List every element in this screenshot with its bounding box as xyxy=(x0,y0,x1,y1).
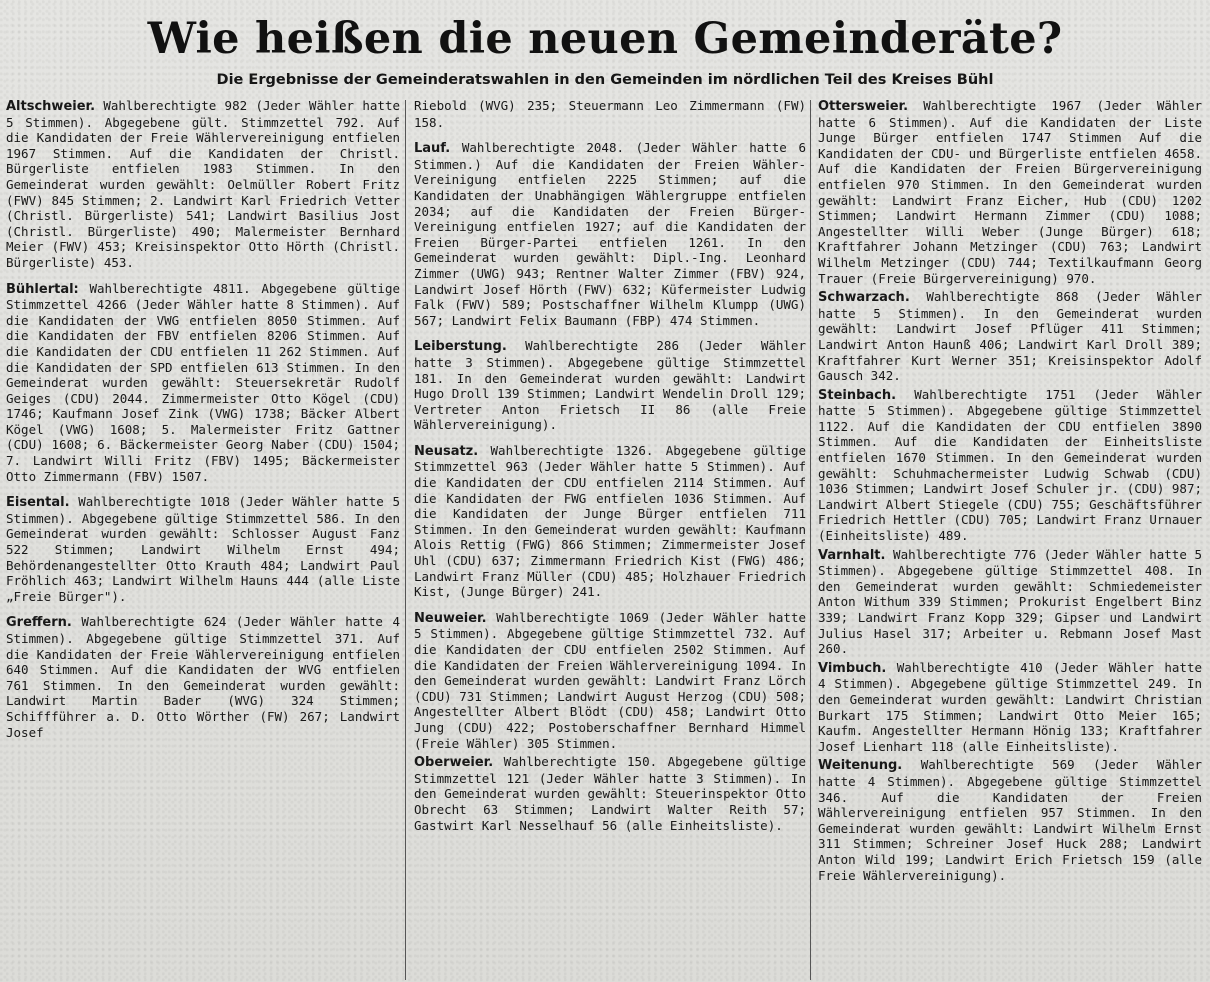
municipality-result-text: Wahlberechtigte 569 (Jeder Wähler hatte 4 Stimmen). Abgegebene gültige Stimmzettel 346. Auf die Kandidaten der Freien Wählervereinigung entfielen 957 Stimmen. In den Gemeinderat wurden gewählt: Landwirt Wilhelm Ernst 311 Stimmen; Schreiner Josef Huck 288; Landwirt Anton Wild 199; Landwirt Erich Frietsch 159 (alle Freie Wählervereinigung). xyxy=(818,757,1202,883)
municipality-entry xyxy=(818,660,1202,755)
municipality-name: Vimbuch. xyxy=(818,660,887,676)
municipality-result-text: Riebold (WVG) 235; Steuermann Leo Zimmermann (FW) 158. xyxy=(414,98,806,130)
municipality-entry xyxy=(6,98,400,271)
municipality-result-text: Wahlberechtigte 982 (Jeder Wähler hatte 5 Stimmen). Abgegebene gült. Stimmzettel 792. Auf die Kandidaten der Freie Wählervereinigung entfielen 1967 Stimmen. Auf die Kandidaten der Christl. Bürgerliste entfielen 1983 Stimmen. In den Gemeinderat wurden gewählt: Oelmüller Robert Fritz (FWV) 845 Stimmen; 2. Landwirt Karl Friedrich Vetter (Christl. Bürgerliste) 541; Landwirt Basilius Jost (Christl. Bürgerliste) 490; Malermeister Bernhard Meier (FWV) 453; Kreisinspektor Otto Hörth (Christl. Bürgerliste) 453. xyxy=(6,98,401,270)
municipality-entry xyxy=(6,494,400,604)
municipality-name: Neusatz. xyxy=(414,443,479,459)
municipality-name: Steinbach. xyxy=(818,387,897,403)
municipality-entry xyxy=(818,289,1202,384)
municipality-name: Leiberstung. xyxy=(414,339,507,355)
municipality-result-text: Wahlberechtigte 286 (Jeder Wähler hatte 3 Stimmen). Abgegebene gültige Stimmzettel 181. In den Gemeinderat wurden gewählt: Landwirt Hugo Droll 139 Stimmen; Landwirt Wendelin Droll 129; Vertreter Anton Frietsch II 86 (alle Freie Wählervereinigung). xyxy=(414,338,806,433)
municipality-entry xyxy=(818,98,1202,286)
municipality-result-text: Wahlberechtigte 1018 (Jeder Wähler hatte 5 Stimmen). Abgegebene gültige Stimmzettel 586. In den Gemeinderat wurden gewählt: Schlosser August Fanz 522 Stimmen; Landwirt Wilhelm Ernst 494; Behördenangestellter Otto Krauth 484; Landwirt Paul Fröhlich 463; Landwirt Wilhelm Hauns 444 (alle Liste „Freie Bürger"). xyxy=(6,494,400,604)
municipality-name: Varnhalt. xyxy=(818,547,886,563)
municipality-result-text: Wahlberechtigte 624 (Jeder Wähler hatte 4 Stimmen). Abgegebene gültige Stimmzettel 371. Auf die Kandidaten der Freie Wählervereinigung entfielen 640 Stimmen. Auf die Kandidaten der WVG entfielen 761 Stimmen. In den Gemeinderat wurden gewählt: Landwirt Martin Bader (WVG) 324 Stimmen; Schiffführer a. D. Otto Wörther (FW) 267; Landwirt Josef xyxy=(6,614,400,740)
column-divider xyxy=(405,100,406,980)
municipality-entry xyxy=(414,338,806,433)
municipality-entry-continued xyxy=(414,98,806,130)
column-1 xyxy=(6,98,400,750)
municipality-entry xyxy=(414,140,806,328)
municipality-name: Oberweier. xyxy=(414,755,494,771)
municipality-result-text: Wahlberechtigte 410 (Jeder Wähler hatte 4 Stimmen). Abgegebene gültige Stimmzettel 249. In den Gemeinderat wurden gewählt: Landwirt Christian Burkart 175 Stimmen; Landwirt Otto Meier 165; Kaufm. Angestellter Hermann Hönig 133; Kraftfahrer Josef Lienhart 118 (alle Einheitsliste). xyxy=(818,659,1203,754)
municipality-name: Ottersweier. xyxy=(818,99,909,114)
municipality-result-text: Wahlberechtigte 1751 (Jeder Wähler hatte 5 Stimmen). Abgegebene gültige Stimmzettel 1122. Auf die Kandidaten der CDU entfielen 3890 Stimmen. Auf die Kandidaten der Einheitsliste entfielen 1670 Stimmen. In den Gemeinderat wurden gewählt: Schuhmachermeister Ludwig Schwab (CDU) 1036 Stimmen; Landwirt Josef Schuler jr. (CDU) 987; Landwirt Albert Stiegele (CDU) 755; Geschäftsführer Friedrich Hettler (CDU) 705; Landwirt Franz Urnauer (Einheitsliste) 489. xyxy=(818,386,1202,544)
municipality-result-text: Wahlberechtigte 4811. Abgegebene gültige Stimmzettel 4266 (Jeder Wähler hatte 8 Stimmen). Auf die Kandidaten der VWG entfielen 8050 Stimmen. Auf die Kandidaten der FBV entfielen 8206 Stimmen. Auf die Kandidaten der CDU entfielen 11 262 Stimmen. Auf die Kandidaten der SPD entfielen 613 Stimmen. In den Gemeinderat wurden gewählt: Steuersekretär Rudolf Geiges (CDU) 2044. Zimmermeister Otto Kögel (CDU) 1746; Kaufmann Josef Zink (VWG) 1738; Bäcker Albert Kögel (VWG) 1608; 5. Malermeister Fritz Gattner (CDU) 1608; 6. Bäckermeister Georg Naber (CDU) 1504; 7. Landwirt Willi Fritz (FBV) 1495; Bäckermeister Otto Zimmermann (FBV) 1507. xyxy=(6,280,400,484)
municipality-name: Weitenung. xyxy=(818,758,903,774)
municipality-entry xyxy=(6,614,400,740)
municipality-name: Greffern. xyxy=(6,615,72,631)
municipality-result-text: Wahlberechtigte 2048. (Jeder Wähler hatte 6 Stimmen.) Auf die Kandidaten der Freien Wähler-Vereinigung entfielen 2225 Stimmen; auf die Kandidaten der Unabhängigen Wählergruppe entfielen 2034; auf die Kandidaten der Freien Bürger-Vereinigung entfielen 1927; auf die Kandidaten der Freien Bürger-Partei entfielen 1261. In den Gemeinderat wurden gewählt: Dipl.-Ing. Leonhard Zimmer (UWG) 943; Rentner Walter Zimmer (FBV) 924, Landwirt Josef Hörth (FWV) 632; Küfermeister Ludwig Falk (FWV) 589; Postschaffner Wilhelm Klumpp (UWG) 567; Landwirt Felix Baumann (FBP) 474 Stimmen. xyxy=(414,140,806,328)
municipality-name: Bühlertal: xyxy=(6,281,79,297)
municipality-result-text: Wahlberechtigte 150. Abgegebene gültige Stimmzettel 121 (Jeder Wähler hatte 3 Stimmen). In den Gemeinderat wurden gewählt: Steuerinspektor Otto Obrecht 63 Stimmen; Landwirt Walter Reith 57; Gastwirt Karl Nesselhauf 56 (alle Einheitsliste). xyxy=(414,754,807,833)
municipality-name: Schwarzach. xyxy=(818,290,910,306)
municipality-entry xyxy=(818,547,1202,657)
municipality-entry xyxy=(414,610,806,751)
municipality-result-text: Wahlberechtigte 1069 (Jeder Wähler hatte 5 Stimmen). Abgegebene gültige Stimmzettel 732. Auf die Kandidaten der CDU entfielen 2502 Stimmen. Auf die Kandidaten der Freien Wählervereinigung 1094. In den Gemeinderat wurden gewählt: Landwirt Franz Lörch (CDU) 731 Stimmen; Landwirt August Herzog (CDU) 508; Angestellter Albert Blödt (CDU) 458; Landwirt Otto Jung (CDU) 422; Postoberschaffner Bernhard Himmel (Freie Wähler) 305 Stimmen. xyxy=(414,609,806,751)
column-divider xyxy=(810,100,811,980)
municipality-result-text: Wahlberechtigte 776 (Jeder Wähler hatte 5 Stimmen). Abgegebene gültige Stimmzettel 408. In den Gemeinderat wurden gewählt: Schmiedemeister Anton Withum 339 Stimmen; Prokurist Engelbert Binz 339; Landwirt Franz Kopp 329; Gipser und Landwirt Julius Hasel 317; Arbeiter u. Rebmann Josef Mast 260. xyxy=(818,546,1202,657)
municipality-entry xyxy=(6,281,400,485)
column-3 xyxy=(818,98,1202,886)
municipality-entry xyxy=(818,387,1202,544)
municipality-result-text: Wahlberechtigte 1326. Abgegebene gültige Stimmzettel 963 (Jeder Wähler hatte 5 Stimmen). Auf die Kandidaten der CDU entfielen 2114 Stimmen. Auf die Kandidaten der FWG entfielen 1036 Stimmen. Auf die Kandidaten der Junge Bürger entfielen 711 Stimmen. In den Gemeinderat wurden gewählt: Kaufmann Alois Rettig (FWG) 866 Stimmen; Zimmermeister Josef Uhl (CDU) 637; Zimmermann Friedrich Kist (FWG) 486; Landwirt Franz Müller (CDU) 485; Holzhauer Friedrich Kist, (Junge Bürger) 241. xyxy=(414,442,806,600)
column-2 xyxy=(414,98,806,843)
municipality-name: Altschweier. xyxy=(6,99,96,114)
municipality-entry xyxy=(414,754,806,833)
municipality-result-text: Wahlberechtigte 1967 (Jeder Wähler hatte 6 Stimmen). Auf die Kandidaten der Liste Junge Bürger entfielen 1747 Stimmen Auf die Kandidaten der CDU- und Bürgerliste entfielen 4658. Auf die Kandidaten der Freien Bürgervereinigung entfielen 970 Stimmen. In den Gemeinderat wurden gewählt: Landwirt Franz Eicher, Hub (CDU) 1202 Stimmen; Landwirt Hermann Zimmer (CDU) 1088; Angestellter Willi Weber (Junge Bürger) 618; Kraftfahrer Johann Metzinger (CDU) 763; Landwirt Wilhelm Metzinger (CDU) 744; Textilkaufmann Georg Trauer (Freie Bürgervereinigung) 970. xyxy=(818,98,1203,286)
municipality-name: Eisental. xyxy=(6,495,70,511)
municipality-entry xyxy=(414,443,806,600)
subheadline: Die Ergebnisse der Gemeinderatswahlen in den Gemeinden im nördlichen Teil des Kreises Bühl xyxy=(216,72,994,88)
municipality-result-text: Wahlberechtigte 868 (Jeder Wähler hatte 5 Stimmen). In den Gemeinderat wurden gewählt: Landwirt Josef Pflüger 411 Stimmen; Landwirt Anton Haunß 406; Landwirt Karl Droll 389; Kraftfahrer Kurt Werner 351; Kreisinspektor Adolf Gausch 342. xyxy=(818,289,1202,384)
municipality-entry xyxy=(818,757,1202,883)
municipality-name: Lauf. xyxy=(414,141,451,157)
municipality-name: Neuweier. xyxy=(414,610,487,626)
headline: Wie heißen die neuen Gemeinderäte? xyxy=(147,14,1063,64)
